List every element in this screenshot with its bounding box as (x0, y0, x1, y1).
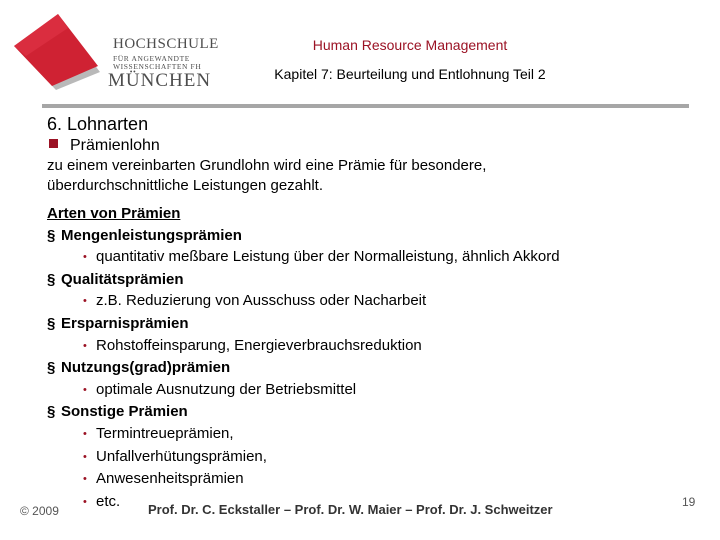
category-item (47, 269, 697, 291)
main-bullet-label: Prämienlohn (70, 137, 160, 154)
category-label: Nutzungs(grad)prämien (61, 359, 231, 377)
category-detail (47, 290, 697, 313)
square-bullet-icon (49, 139, 58, 148)
page-number: 19 (682, 495, 696, 509)
bullet-dot-icon: • (83, 295, 87, 308)
category-detail (47, 423, 697, 446)
section-marker: § (47, 403, 56, 421)
category-label: Sonstige Prämien (61, 403, 188, 421)
category-detail (47, 446, 697, 469)
main-bullet (47, 136, 697, 156)
bullet-dot-icon: • (83, 383, 87, 396)
detail-text: quantitativ meßbare Leistung über der Normalleistung, ähnlich Akkord (96, 248, 560, 266)
logo-city: MÜNCHEN (108, 70, 212, 91)
detail-text: Termintreueprämien, (96, 424, 234, 442)
section-marker: § (47, 226, 56, 244)
copyright-year: © 2009 (20, 504, 59, 518)
sub-heading: Arten von Prämien (47, 205, 181, 222)
intro-line: überdurchschnittliche Leistungen gezahlt. (47, 177, 324, 194)
category-item (47, 357, 697, 379)
logo-mark-icon (12, 10, 122, 94)
footer-authors: Prof. Dr. C. Eckstaller – Prof. Dr. W. Maier – Prof. Dr. J. Schweitzer (148, 502, 553, 517)
logo-subtitle-2: WISSENSCHAFTEN FH (113, 62, 202, 71)
category-list (47, 225, 697, 514)
bullet-dot-icon: • (83, 473, 87, 486)
section-marker: § (47, 270, 56, 288)
category-item (47, 225, 697, 247)
category-label: Qualitätsprämien (61, 270, 184, 288)
category-item (47, 401, 697, 423)
detail-text: etc. (96, 492, 121, 510)
detail-text: Anwesenheitsprämien (96, 470, 244, 488)
detail-text: z.B. Reduzierung von Ausschuss oder Nacharbeit (96, 292, 427, 310)
category-label: Mengenleistungsprämien (61, 226, 242, 244)
intro-line: zu einem vereinbarten Grundlohn wird eine Prämie für besondere, (47, 157, 487, 174)
section-marker: § (47, 314, 56, 332)
category-detail (47, 335, 697, 358)
section-title: 6. Lohnarten (47, 114, 149, 134)
bullet-dot-icon: • (83, 427, 87, 440)
slide-content (47, 113, 697, 513)
chapter-title: Kapitel 7: Beurteilung und Entlohnung Teil 2 (274, 66, 546, 82)
course-title: Human Resource Management (312, 37, 508, 53)
category-detail (47, 379, 697, 402)
section-marker: § (47, 359, 56, 377)
category-detail (47, 246, 697, 269)
bullet-dot-icon: • (83, 251, 87, 264)
category-detail (47, 468, 697, 491)
header-divider (42, 104, 689, 108)
category-item (47, 313, 697, 335)
bullet-dot-icon: • (83, 450, 87, 463)
logo-name: HOCHSCHULE (113, 36, 219, 52)
category-label: Ersparnisprämien (61, 314, 189, 332)
detail-text: Rohstoffeinsparung, Energieverbrauchsreduktion (96, 336, 422, 354)
detail-text: Unfallverhütungsprämien, (96, 447, 267, 465)
detail-text: optimale Ausnutzung der Betriebsmittel (96, 380, 357, 398)
bullet-dot-icon: • (83, 339, 87, 352)
bullet-dot-icon: • (83, 495, 87, 508)
logo-subtitle-1: FÜR ANGEWANDTE (113, 54, 190, 63)
